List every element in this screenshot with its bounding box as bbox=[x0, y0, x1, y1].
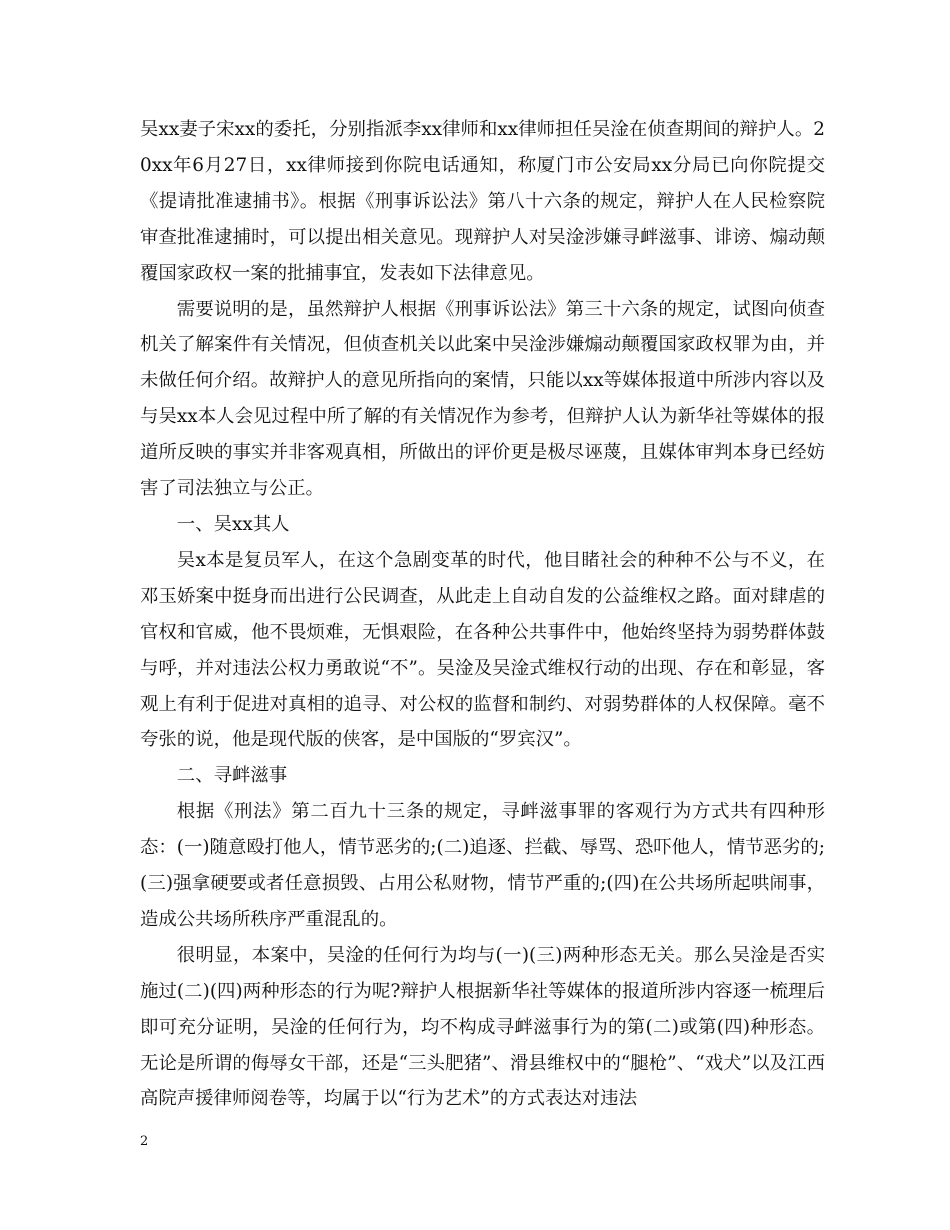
document-body bbox=[140, 112, 825, 1117]
page-number: 2 bbox=[140, 1134, 149, 1149]
paragraph-continuation: 吴xx妻子宋xx的委托，分别指派李xx律师和xx律师担任吴淦在侦查期间的辩护人。20xx年6月27日，xx律师接到你院电话通知，称厦门市公安局xx分局已向你院提交《提请批准逮捕书》。根据《刑事诉讼法》第八十六条的规定，辩护人在人民检察院审查批准逮捕时，可以提出相关意见。现辩护人对吴淦涉嫌寻衅滋事、诽谤、煽动颠覆国家政权一案的批捕事宜，发表如下法律意见。 bbox=[140, 119, 825, 284]
section-heading-2: 二、寻衅滋事 bbox=[176, 765, 288, 787]
paragraph-explanation: 需要说明的是，虽然辩护人根据《刑事诉讼法》第三十六条的规定，试图向侦查机关了解案件有关情况，但侦查机关以此案中吴淦涉嫌煽动颠覆国家政权罪为由，并未做任何介绍。故辩护人的意见所指向的案情，只能以xx等媒体报道中所涉内容以及与吴xx本人会见过程中所了解的有关情况作为参考，但辩护人认为新华社等媒体的报道所反映的事实并非客观真相，所做出的评价更是极尽诬蔑，且媒体审判本身已经妨害了司法独立与公正。 bbox=[140, 298, 825, 500]
paragraph-legal-definition: 根据《刑法》第二百九十三条的规定，寻衅滋事罪的客观行为方式共有四种形态：(一)随意殴打他人，情节恶劣的;(二)追逐、拦截、辱骂、恐吓他人，情节恶劣的;(三)强拿硬要或者任意损毁、占用公私财物，情节严重的;(四)在公共场所起哄闹事，造成公共场所秩序严重混乱的。 bbox=[140, 801, 825, 930]
paragraph-analysis: 很明显，本案中，吴淦的任何行为均与(一)(三)两种形态无关。那么吴淦是否实施过(二)(四)两种形态的行为呢?辩护人根据新华社等媒体的报道所涉内容逐一梳理后即可充分证明，吴淦的任何行为，均不构成寻衅滋事行为的第(二)或第(四)种形态。无论是所谓的侮辱女干部，还是“三头肥猪”、滑县维权中的“腿枪”、“戏犬”以及江西高院声援律师阅卷等，均属于以“行为艺术”的方式表达对违法 bbox=[140, 944, 825, 1110]
section-heading-1: 一、吴xx其人 bbox=[176, 513, 290, 535]
paragraph-person-background: 吴x本是复员军人，在这个急剧变革的时代，他目睹社会的种种不公与不义，在邓玉娇案中挺身而出进行公民调查，从此走上自动自发的公益维权之路。面对肆虐的官权和官威，他不畏烦难，无惧艰险，在各种公共事件中，他始终坚持为弱势群体鼓与呼，并对违法公权力勇敢说“不”。吴淦及吴淦式维权行动的出现、存在和彰显，客观上有利于促进对真相的追寻、对公权的监督和制约、对弱势群体的人权保障。毫不夸张的说，他是现代版的侠客，是中国版的“罗宾汉”。 bbox=[140, 549, 825, 751]
